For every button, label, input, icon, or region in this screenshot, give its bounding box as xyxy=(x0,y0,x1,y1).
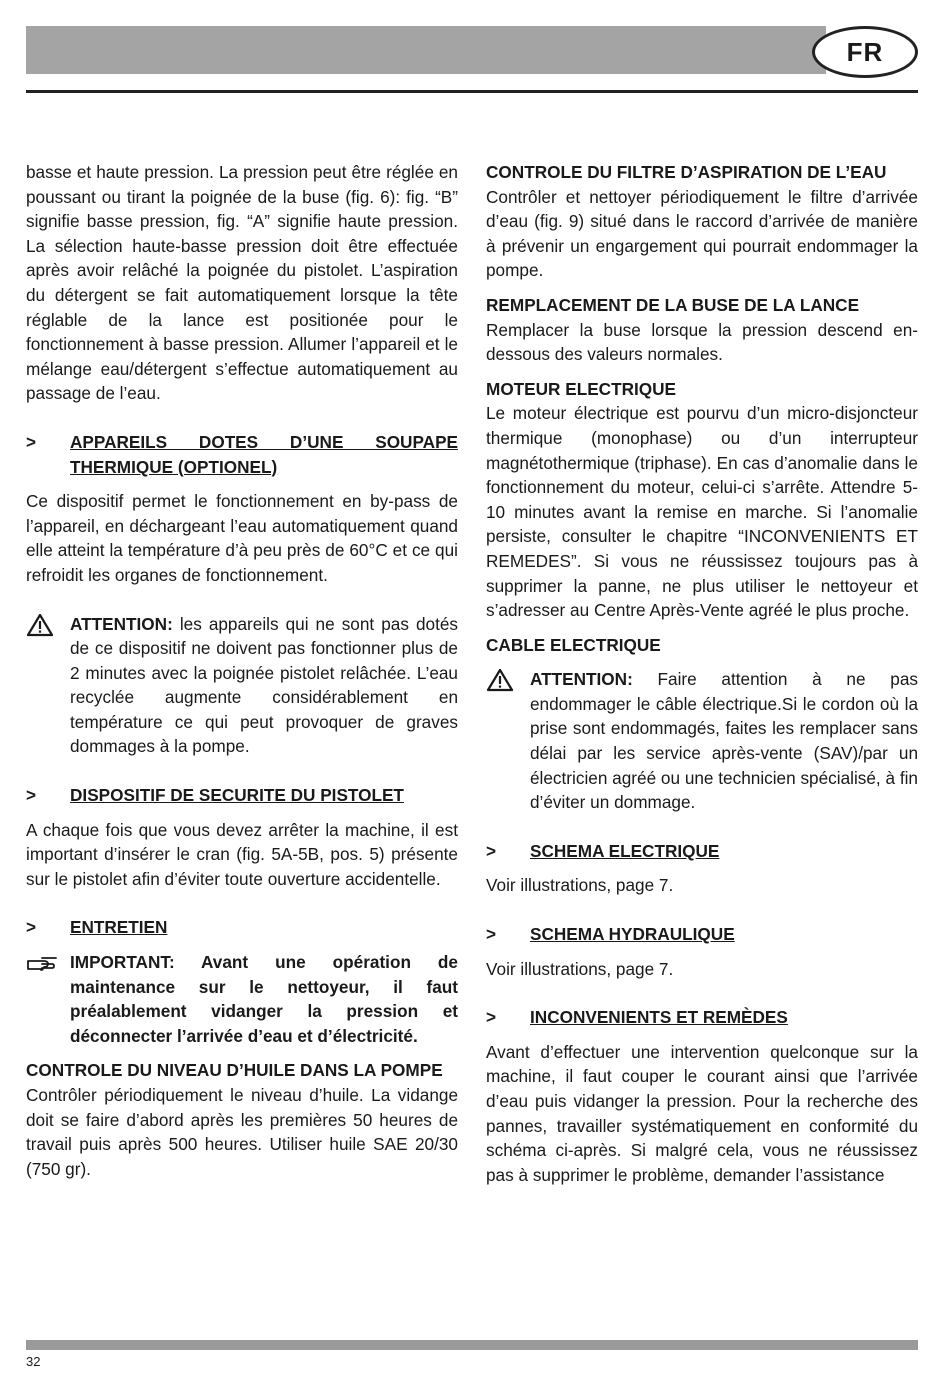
section-heading-entretien xyxy=(26,915,458,940)
section-heading-schema-electrique xyxy=(486,839,918,864)
subsection-title: CONTROLE DU NIVEAU D’HUILE DANS LA POMPE xyxy=(26,1060,443,1081)
section-body: Voir illustrations, page 7. xyxy=(486,958,674,979)
subsection-body: Contrôler périodiquement le niveau d’huile. La vidange doit se faire d’abord après les premières 50 heures de travail puis après 500 heures. Utiliser huile SAE 20/30 (750 gr). xyxy=(26,1085,458,1179)
subsection-title: CABLE ELECTRIQUE xyxy=(486,634,661,655)
header-rule xyxy=(26,90,918,93)
page-number: 32 xyxy=(26,1354,41,1369)
warning-block xyxy=(26,612,458,760)
section-body: Avant d’effectuer une intervention quelconque sur la machine, il faut couper le courant ainsi que l’arrivée d’eau puis vidanger la pression. Pour la recherche des pannes, travailler systématiquement en conformité du schéma ci-après. Si malgré cela, vous ne réussissez pas à supprimer le problème, demander l’assistance xyxy=(486,1041,918,1185)
subsection-body: Contrôler et nettoyer périodiquement le filtre d’arrivée d’eau (fig. 9) situé dans le raccord d’arrivée de manière à prévenir un engargement qui pourrait endommager la pompe. xyxy=(486,186,918,281)
section-title: SCHEMA HYDRAULIQUE xyxy=(530,924,735,945)
warning-text: les appareils qui ne sont pas dotés de ce dispositif ne doivent pas fonctionner plus de 2 minutes avec la poignée pistolet relâchée. L’eau recyclée augmente considérablement en température ce qui peut provoquer de graves dommages à la pompe. xyxy=(70,613,458,757)
warning-label: ATTENTION: xyxy=(70,613,173,634)
section-marker: > xyxy=(26,785,37,806)
section-title: APPAREILS DOTES D’UNE SOUPAPE THERMIQUE (OPTIONEL) xyxy=(70,431,458,477)
subsection-body: Remplacer la buse lorsque la pression descend en-dessous des valeurs normales. xyxy=(486,319,918,365)
important-block xyxy=(26,950,458,1048)
section-body: A chaque fois que vous devez arrêter la machine, il est important d’insérer le cran (fig. 5A-5B, pos. 5) présente sur le pistolet afin d’éviter toute ouverture accidentelle. xyxy=(26,819,458,889)
warning-label: ATTENTION: xyxy=(530,669,633,690)
section-heading-schema-hydraulique xyxy=(486,922,918,947)
warning-block xyxy=(486,667,918,815)
footer-bar xyxy=(26,1340,918,1350)
warning-triangle-icon xyxy=(486,667,530,699)
section-body: Ce dispositif permet le fonctionnement en by-pass de l’appareil, en déchargeant l’eau automatiquement quand elle atteint la température d’à peu près de 60°C et ce qui refroidit les organes de fonctionnement. xyxy=(26,491,458,585)
section-heading-inconvenients xyxy=(486,1005,918,1030)
section-title: ENTRETIEN xyxy=(70,917,168,938)
intro-paragraph: basse et haute pression. La pression peut être réglée en poussant ou tirant la poignée de la buse (fig. 6): fig. “B” signifie basse pression, fig. “A” signifie haute pression. La sélection haute-basse pression doit être effectuée après avoir relâché la poignée du pistolet. L’aspiration du détergent se fait automatiquement lorsque la tête réglable de la lance est positionée pour le fonctionnement à basse pression. Allumer l’appareil et le mélange eau/détergent s’effectue automatiquement au passage de l’eau. xyxy=(26,162,458,404)
warning-text: Faire attention à ne pas endommager le câble électrique.Si le cordon où la prise sont endommagés, faites les remplacer sans délai par les service après-vente (SAV)/par un électricien agréé ou une technicien spécialisé, à fin d’éviter un dommage. xyxy=(530,669,918,813)
section-marker: > xyxy=(486,924,497,945)
section-heading-soupape xyxy=(26,430,458,479)
subsection-title: REMPLACEMENT DE LA BUSE DE LA LANCE xyxy=(486,294,860,315)
section-title: INCONVENIENTS ET REMÈDES xyxy=(530,1007,788,1028)
section-marker: > xyxy=(26,431,37,452)
section-heading-securite xyxy=(26,783,458,808)
subsection-title: CONTROLE DU FILTRE D’ASPIRATION DE L’EAU xyxy=(486,162,887,182)
section-marker: > xyxy=(486,840,497,861)
warning-triangle-icon xyxy=(26,612,70,644)
pointing-hand-icon xyxy=(26,950,70,979)
header-bar xyxy=(26,26,826,74)
left-column xyxy=(26,160,458,1181)
section-marker: > xyxy=(486,1007,497,1028)
subsection-body: Le moteur électrique est pourvu d’un micro-disjoncteur thermique (monophase) ou d’un interrupteur magnétothermique (triphase). En cas d’anomalie dans le fonctionnement du moteur, celui-ci s’arrête. Attendre 5-10 minutes avant la remise en marche. Si l’anomalie persiste, consulter le chapitre “INCONVENIENTS ET REMEDES”. Si vous ne réussissez toujours pas à supprimer la panne, ne plus utiliser le nettoyeur et s’adresser au Centre Après-Vente agréé le plus proche. xyxy=(486,403,918,621)
important-text: IMPORTANT: Avant une opération de maintenance sur le nettoyeur, il faut préalablement vidanger la pression et déconnecter l’arrivée d’eau et d’électricité. xyxy=(70,952,458,1046)
subsection-title: MOTEUR ELECTRIQUE xyxy=(486,378,677,399)
section-title: SCHEMA ELECTRIQUE xyxy=(530,840,720,861)
language-badge: FR xyxy=(812,26,918,78)
section-body: Voir illustrations, page 7. xyxy=(486,875,674,896)
section-title: DISPOSITIF DE SECURITE DU PISTOLET xyxy=(70,785,404,806)
right-column xyxy=(486,160,918,1187)
section-marker: > xyxy=(26,917,37,938)
